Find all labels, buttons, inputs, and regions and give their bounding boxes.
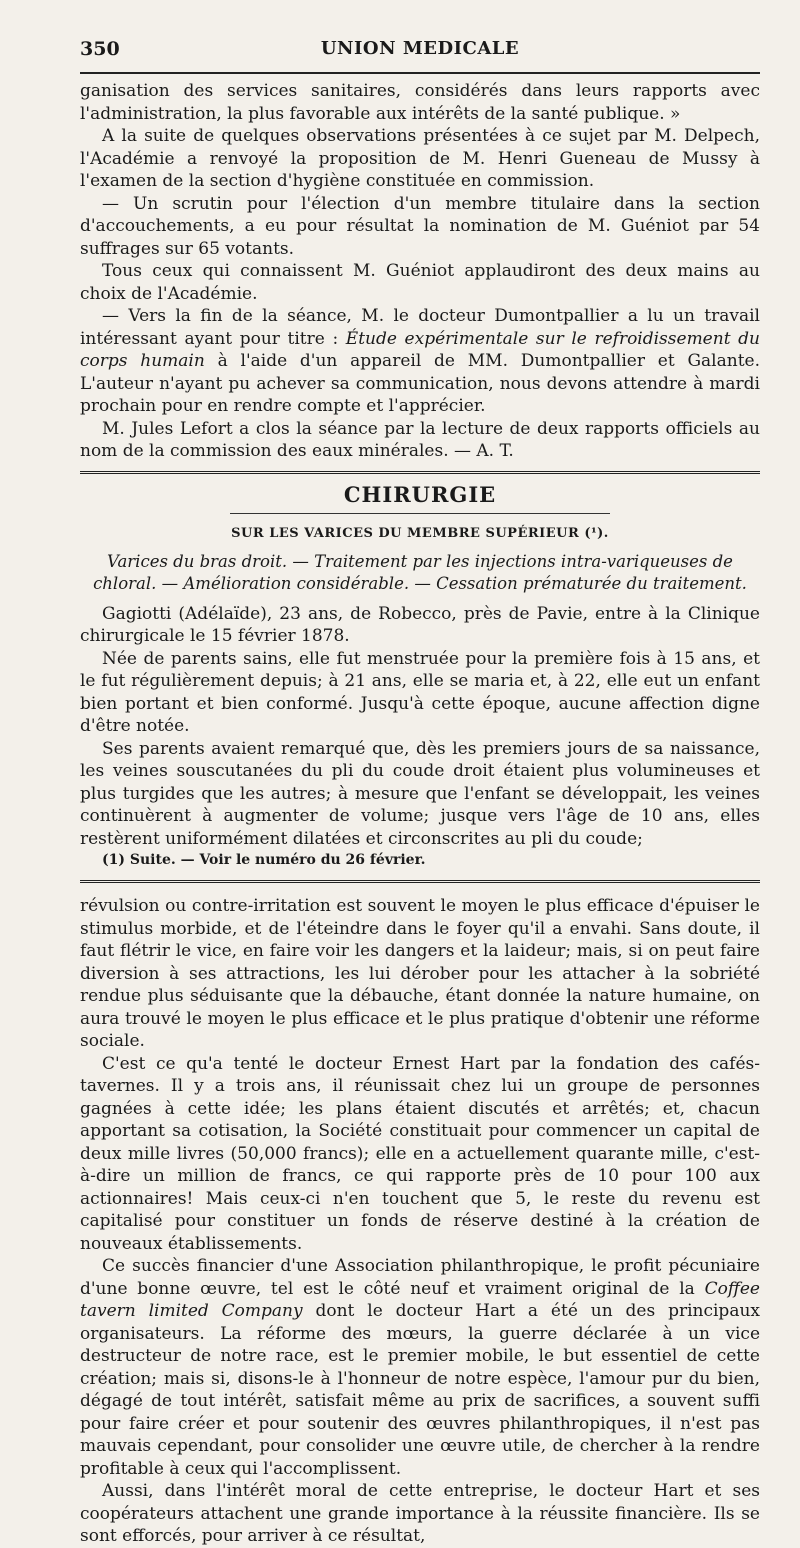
academy-report <box>80 80 760 463</box>
header-rule <box>80 72 760 74</box>
feuilleton-section <box>80 895 760 1548</box>
paragraph: Ses parents avaient remarqué que, dès les premiers jours de sa naissance, les veines souscutanées du pli du coude droit étaient plus volumineuses et plus turgides que les autres; à mesure que l'enfant se développait, les veines continuèrent à augmenter de volume; jusque vers l'âge de 10 ans, elles restèrent uniformément dilatées et circonscrites au pli du coude; <box>80 738 760 849</box>
text-run: Ce succès financier d'une Association philanthropique, le profit pécuniaire d'une bonne œuvre, tel est le côté neuf et vraiment original de la <box>80 1256 760 1299</box>
paragraph: M. Jules Lefort a clos la séance par la lecture de deux rapports officiels au nom de la commission des eaux minérales. — A. T. <box>80 418 760 461</box>
feuilleton-divider <box>80 880 760 883</box>
page-header <box>80 28 760 64</box>
section-divider <box>80 471 760 474</box>
paragraph: — Un scrutin pour l'élection d'un membre titulaire dans la section d'accouchements, a eu pour résultat la nomination de M. Guéniot par 54 suffrages sur 65 votants. <box>80 193 760 259</box>
text-run: — Vers la fin de la séance, M. le docteur Dumontpallier a lu un travail intéressant ayant pour titre : <box>80 306 760 349</box>
paragraph: C'est ce qu'a tenté le docteur Ernest Hart par la fondation des cafés-tavernes. Il y a trois ans, il réunissait chez lui un groupe de personnes gagnées à cette idée; les plans étaient discutés et arrêtés; et, chacun apportant sa cotisation, la Société constituait pour commencer un capital de deux mille livres (50,000 francs); elle en a actuellement quarante mille, c'est-à-dire un million de francs, ce qui rapporte près de 10 pour 100 aux actionnaires! Mais ceux-ci n'en touchent que 5, le reste du revenu est capitalisé pour constituer un fonds de réserve destiné à la création de nouveaux établissements. <box>80 1053 760 1254</box>
paragraph: Gagiotti (Adélaïde), 23 ans, de Robecco, près de Pavie, entre à la Clinique chirurgicale le 15 février 1878. <box>80 603 760 646</box>
paragraph: Aussi, dans l'intérêt moral de cette entreprise, le docteur Hart et ses coopérateurs attachent une grande importance à la réussite financière. Ils se sont efforcés, pour arriver à ce résultat, <box>80 1481 760 1546</box>
paragraph <box>80 305 760 418</box>
article-title: SUR LES VARICES DU MEMBRE SUPÉRIEUR (¹). <box>231 525 609 541</box>
case-summary: Varices du bras droit. — Traitement par les injections intra-variqueuses de chloral. — Amélioration considérable. — Cessation prématurée du traitement. <box>93 551 747 593</box>
paragraph: Tous ceux qui connaissent M. Guéniot applaudiront des deux mains au choix de l'Académie. <box>80 261 760 304</box>
text-run: dont le docteur Hart a été un des principaux organisateurs. La réforme des mœurs, la guerre déclarée à un vice destructeur de notre race, est le premier mobile, le but essentiel de cette création; mais si, disons-le à l'honneur de notre espèce, l'amour pur du bien, dégagé de tout intérêt, satisfait même au prix de sacrifices, a souvent suffi pour faire créer et pour soutenir des œuvres philanthropiques, il n'est pas mauvais cependant, pour consolider une œuvre utile, de chercher à la rendre profitable à ceux qui l'accomplissent. <box>80 1301 760 1479</box>
company-name: Coffee tavern limited Company <box>80 1278 760 1321</box>
chirurgie-section <box>80 482 760 869</box>
page-number: 350 <box>80 38 120 60</box>
paragraph: ganisation des services sanitaires, considérés dans leurs rapports avec l'administration, la plus favorable aux intérêts de la santé publique. » <box>80 81 760 124</box>
text-run: à l'aide d'un appareil de MM. Dumontpallier et Galante. L'auteur n'ayant pu achever sa communication, nous devons attendre à mardi prochain pour en rendre compte et l'apprécier. <box>80 351 760 416</box>
running-title: UNION MEDICALE <box>320 38 520 59</box>
paragraph <box>80 1255 760 1480</box>
footnote: (1) Suite. — Voir le numéro du 26 février. <box>102 852 426 868</box>
paragraph: révulsion ou contre-irritation est souvent le moyen le plus efficace d'épuiser le stimulus morbide, et de l'éteindre dans le foyer qu'il a envahi. Sans doute, il faut flétrir le vice, en faire voir les dangers et la laideur; mais, si on peut faire diversion à ses attractions, les lui dérober pour les attacher à la sobriété rendue plus séduisante que la débauche, étant donnée la nature humaine, on aura trouvé le moyen le plus efficace et le plus pratique d'obtenir une réforme sociale. <box>80 896 760 1051</box>
paragraph: A la suite de quelques observations présentées à ce sujet par M. Delpech, l'Académie a renvoyé la proposition de M. Henri Gueneau de Mussy à l'examen de la section d'hygiène constituée en commission. <box>80 126 760 191</box>
work-title: Étude expérimentale sur le refroidissement du corps humain <box>80 328 760 371</box>
paragraph: Née de parents sains, elle fut menstruée pour la première fois à 15 ans, et le fut régulièrement depuis; à 21 ans, elle se maria et, à 22, elle eut un enfant bien portant et bien conformé. Jusqu'à cette époque, aucune affection digne d'être notée. <box>80 648 760 736</box>
title-rule <box>230 513 611 514</box>
section-title: CHIRURGIE <box>343 481 497 507</box>
